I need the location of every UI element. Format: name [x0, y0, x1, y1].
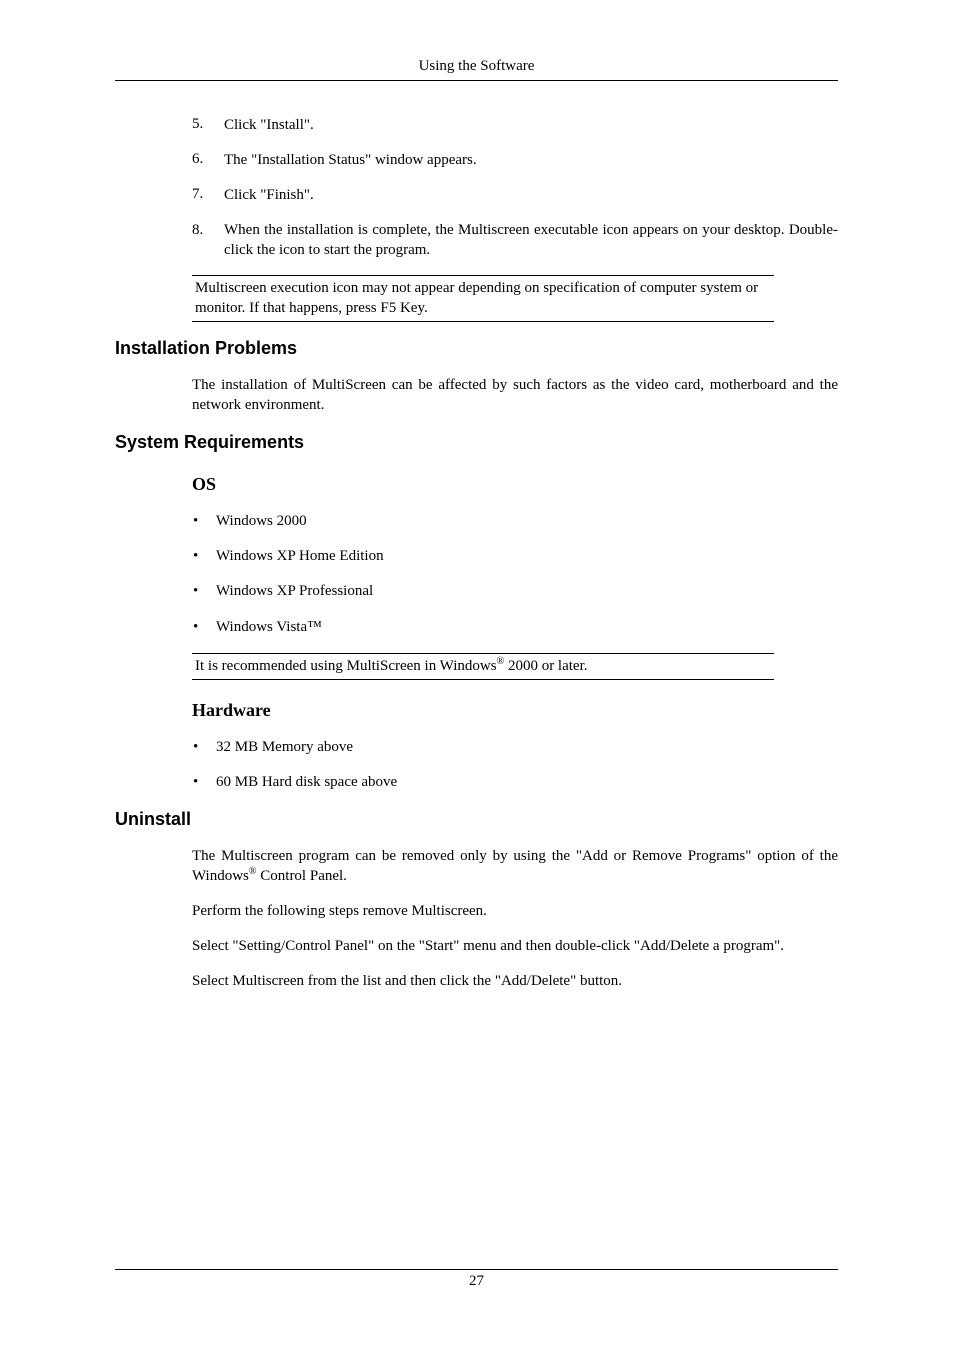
section-heading-installation-problems: Installation Problems: [115, 338, 298, 358]
installation-problems-text: The installation of MultiScreen can be affected by such factors as the video card, motherboard and the network environment.: [192, 377, 838, 413]
list-item: 60 MB Hard disk space above: [216, 774, 398, 790]
section-heading-uninstall: Uninstall: [115, 809, 192, 829]
list-item: 32 MB Memory above: [216, 739, 354, 755]
step-number: 5.: [192, 116, 204, 132]
uninstall-paragraph: [192, 847, 838, 886]
bullet-icon: •: [193, 739, 199, 755]
step-text: Click "Install".: [224, 117, 314, 133]
uninstall-paragraph: Perform the following steps remove Multiscreen.: [192, 903, 487, 919]
subheading-hardware: Hardware: [192, 700, 271, 720]
list-item: Windows XP Professional: [216, 583, 374, 599]
step-text: The "Installation Status" window appears.: [224, 152, 477, 168]
step-text: When the installation is complete, the Multiscreen executable icon appears on your desktop. Double-click the icon to start the program.: [224, 222, 838, 258]
list-item: Windows XP Home Edition: [216, 548, 384, 564]
note-text-part: It is recommended using MultiScreen in Windows: [195, 658, 497, 674]
registered-mark: ®: [496, 656, 505, 667]
section-heading-system-requirements: System Requirements: [115, 432, 305, 452]
header-rule: [115, 80, 838, 81]
running-header: Using the Software: [418, 58, 535, 74]
note-text-part: 2000 or later.: [504, 658, 588, 674]
note-text: Multiscreen execution icon may not appear depending on specification of computer system or monitor. If that happens, press F5 Key.: [195, 280, 759, 316]
subheading-os: OS: [192, 474, 217, 494]
uninstall-paragraph: Select "Setting/Control Panel" on the "Start" menu and then double-click "Add/Delete a program".: [192, 938, 785, 954]
bullet-icon: •: [193, 583, 199, 599]
uninstall-paragraph: Select Multiscreen from the list and then click the "Add/Delete" button.: [192, 973, 623, 989]
bullet-icon: •: [193, 513, 199, 529]
note-box: [192, 653, 774, 680]
registered-mark: ®: [248, 865, 257, 877]
bullet-icon: •: [193, 774, 199, 790]
note-text: [192, 654, 774, 677]
step-text: Click "Finish".: [224, 187, 314, 203]
note-box: [192, 275, 774, 322]
list-item: Windows Vista™: [216, 619, 322, 635]
step-number: 8.: [192, 222, 204, 238]
footer-rule: [115, 1269, 838, 1270]
bullet-icon: •: [193, 548, 199, 564]
step-number: 7.: [192, 186, 204, 202]
page-number: 27: [469, 1273, 484, 1289]
paragraph-text-part: Control Panel.: [256, 867, 347, 884]
list-item: Windows 2000: [216, 513, 307, 529]
paragraph-text-part: The Multiscreen program can be removed only by using the "Add or Remove Programs" option of the Windows: [192, 848, 838, 884]
step-number: 6.: [192, 151, 204, 167]
bullet-icon: •: [193, 619, 199, 635]
